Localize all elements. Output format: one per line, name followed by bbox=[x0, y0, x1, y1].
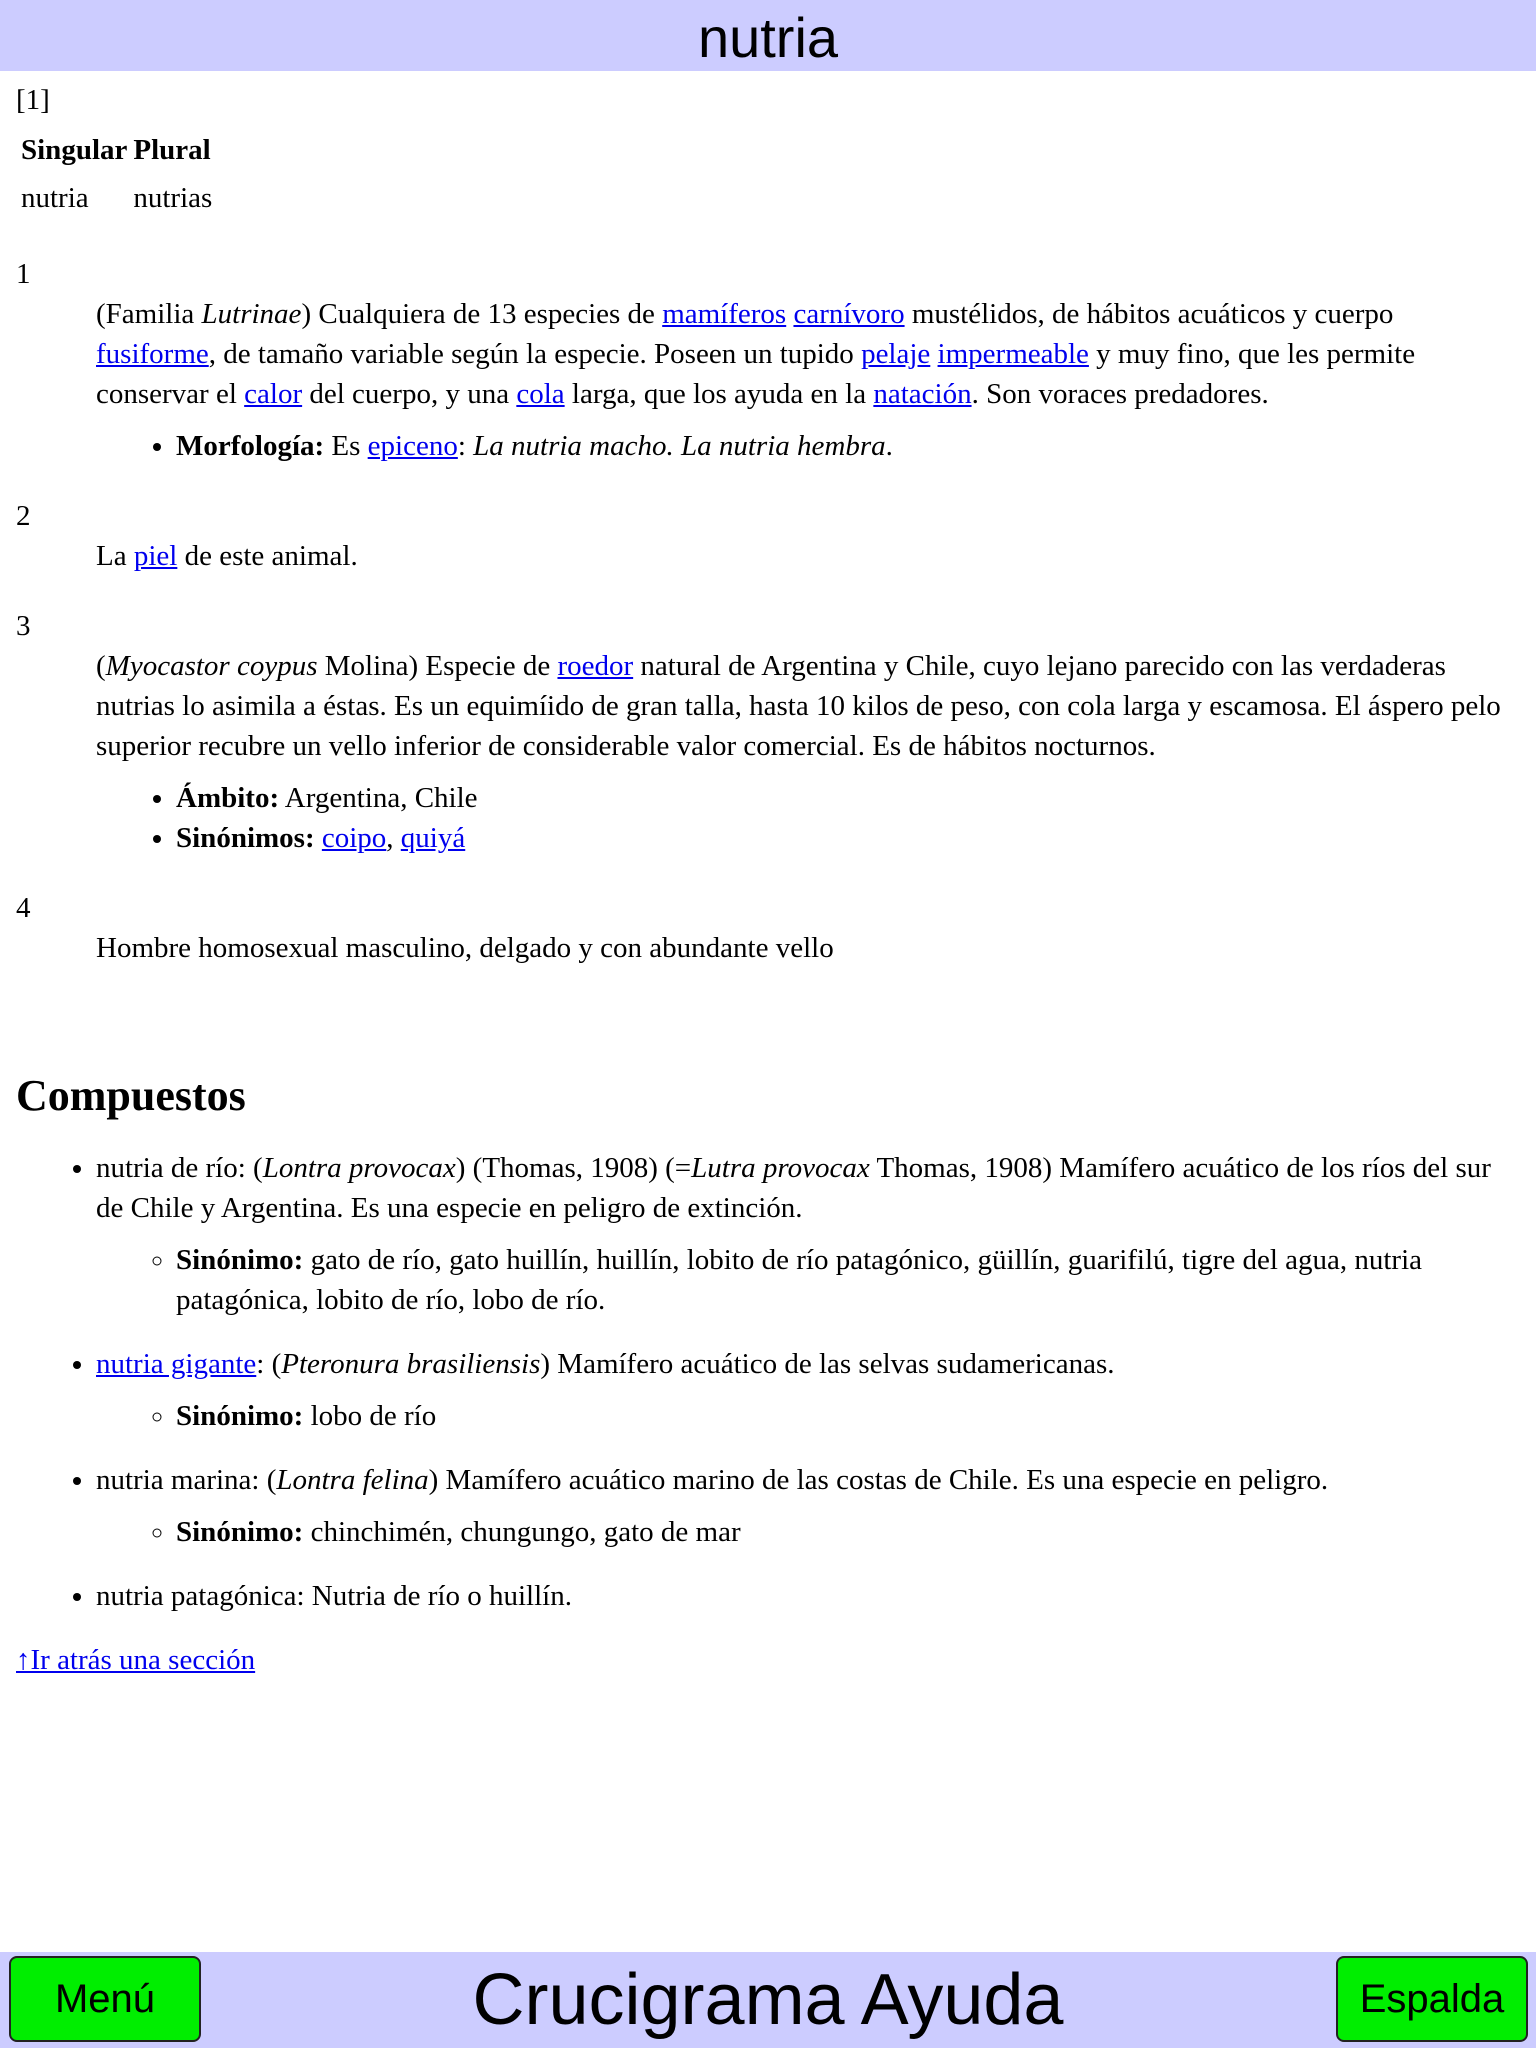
entry-content bbox=[16, 78, 1516, 1680]
text-run: y muy fino, que les permite conservar el bbox=[96, 338, 1416, 410]
term-link[interactable]: piel bbox=[133, 540, 178, 572]
definition-number: 2 bbox=[16, 500, 31, 532]
note-label: Sinónimo: bbox=[176, 1244, 304, 1276]
italic-text: Pteronura brasiliensis bbox=[281, 1348, 541, 1380]
text-run bbox=[930, 338, 937, 370]
italic-text: La nutria macho. La nutria hembra bbox=[473, 430, 886, 462]
definition-notes bbox=[16, 426, 1516, 466]
text-run: ( bbox=[96, 298, 106, 330]
note-label: Sinónimo: bbox=[176, 1400, 304, 1432]
note-label: Ámbito: bbox=[176, 782, 280, 814]
definition-body bbox=[96, 536, 1516, 576]
compounds-list bbox=[16, 1148, 1516, 1616]
text-run: ) (Thomas, 1908) (= bbox=[455, 1152, 692, 1184]
back-section-row bbox=[16, 1640, 1516, 1680]
text-run: Familia bbox=[105, 298, 202, 330]
inflection-singular: nutria bbox=[21, 182, 89, 214]
text-run: ) Mamífero acuático marino de las costas de Chile. Es una especie en peligro. bbox=[428, 1464, 1329, 1496]
definition-body bbox=[96, 928, 1516, 968]
definition-number: 3 bbox=[16, 610, 31, 642]
italic-text: Lutra provocax bbox=[691, 1152, 870, 1184]
page-title: nutria bbox=[697, 6, 839, 69]
text-run: ( bbox=[96, 650, 106, 682]
text-run: Thomas, 1908) Mamífero acuático de los ríos del sur de Chile y Argentina. Es una especie en peligro de extinción. bbox=[96, 1152, 1491, 1224]
inflection-header-singular: Singular bbox=[21, 134, 128, 166]
text-run: larga, que los ayuda en la bbox=[564, 378, 874, 410]
text-run: ) Mamífero acuático de las selvas sudamericanas. bbox=[540, 1348, 1115, 1380]
definitions-list bbox=[16, 254, 1516, 968]
note-item bbox=[176, 426, 1516, 466]
definition-number: 4 bbox=[16, 892, 31, 924]
term-link[interactable]: epiceno bbox=[367, 430, 458, 462]
term-link[interactable]: roedor bbox=[557, 650, 634, 682]
text-run: La bbox=[96, 540, 134, 572]
definition-body bbox=[96, 294, 1516, 466]
term-link[interactable]: coipo bbox=[321, 822, 387, 854]
term-link[interactable]: pelaje bbox=[861, 338, 931, 370]
term-link[interactable]: mamíferos bbox=[662, 298, 787, 330]
compound-text bbox=[96, 1464, 1328, 1496]
definition-text bbox=[96, 294, 1516, 414]
text-run: ) Cualquiera de 13 especies de bbox=[301, 298, 663, 330]
compound-notes bbox=[96, 1240, 1516, 1320]
menu-button[interactable]: Menú bbox=[9, 1956, 201, 2042]
compound-notes bbox=[96, 1512, 1516, 1552]
note-label: Sinónimo: bbox=[176, 1516, 304, 1548]
definition-item bbox=[16, 254, 1516, 466]
reference-note: [1] bbox=[16, 84, 50, 116]
compound-text bbox=[96, 1152, 1491, 1224]
inflection-header-plural: Plural bbox=[133, 134, 211, 166]
note-label: Morfología: bbox=[176, 430, 325, 462]
text-run: . Son voraces predadores. bbox=[971, 378, 1269, 410]
section-heading-compuestos: Compuestos bbox=[16, 1071, 246, 1120]
definition-item bbox=[16, 496, 1516, 576]
term-link[interactable]: nutria gigante bbox=[96, 1348, 257, 1380]
definition-notes bbox=[16, 778, 1516, 858]
compound-item bbox=[96, 1148, 1516, 1320]
page-title-bar bbox=[0, 0, 1536, 71]
text-run: : bbox=[457, 430, 474, 462]
definition-item bbox=[16, 606, 1516, 858]
note-label: Sinónimos: bbox=[176, 822, 315, 854]
text-run: : ( bbox=[256, 1348, 282, 1380]
inflection-table bbox=[15, 126, 218, 222]
bottom-bar bbox=[0, 1952, 1536, 2048]
definition-text bbox=[96, 536, 1516, 576]
site-title: Crucigrama Ayuda bbox=[472, 1960, 1064, 2040]
back-button[interactable]: Espalda bbox=[1336, 1956, 1528, 2042]
text-run: nutria marina: ( bbox=[96, 1464, 277, 1496]
text-run: lobo de río bbox=[303, 1400, 437, 1432]
compound-text bbox=[96, 1580, 572, 1612]
term-link[interactable]: fusiforme bbox=[96, 338, 209, 370]
definition-item bbox=[16, 888, 1516, 968]
note-item bbox=[176, 1240, 1516, 1320]
italic-text: Lutrinae bbox=[201, 298, 302, 330]
term-link[interactable]: carnívoro bbox=[793, 298, 905, 330]
italic-text: Myocastor coypus bbox=[105, 650, 318, 682]
compound-text bbox=[96, 1348, 1115, 1380]
term-link[interactable]: impermeable bbox=[937, 338, 1089, 370]
note-item bbox=[176, 778, 1516, 818]
text-run bbox=[315, 822, 322, 854]
text-run: chinchimén, chungungo, gato de mar bbox=[303, 1516, 741, 1548]
text-run: Hombre homosexual masculino, delgado y con abundante vello bbox=[96, 932, 834, 964]
term-link[interactable]: quiyá bbox=[400, 822, 466, 854]
definition-number: 1 bbox=[16, 258, 31, 290]
text-run: mustélidos, de hábitos acuáticos y cuerpo bbox=[904, 298, 1394, 330]
text-run: del cuerpo, y una bbox=[302, 378, 517, 410]
note-item bbox=[176, 818, 1516, 858]
definition-text bbox=[96, 928, 1516, 968]
compound-notes bbox=[96, 1396, 1516, 1436]
text-run: . bbox=[885, 430, 893, 462]
text-run: natural de Argentina y Chile, cuyo lejano parecido con las verdaderas nutrias lo asimila a éstas. Es un equimíido de gran talla, hasta 10 kilos de peso, con cola larga y escamosa. El áspero pelo superior recubre un vello inferior de considerable valor comercial. Es de hábitos nocturnos. bbox=[96, 650, 1501, 762]
term-link[interactable]: natación bbox=[873, 378, 972, 410]
text-run: Molina) Especie de bbox=[317, 650, 558, 682]
italic-text: Lontra provocax bbox=[262, 1152, 456, 1184]
italic-text: Lontra felina bbox=[276, 1464, 429, 1496]
definition-text bbox=[96, 646, 1516, 766]
text-run: de este animal. bbox=[177, 540, 358, 572]
text-run: gato de río, gato huillín, huillín, lobito de río patagónico, güillín, guarifilú, tigre del agua, nutria patagónica, lobito de río, lobo de río. bbox=[176, 1244, 1423, 1316]
text-run: Es bbox=[324, 430, 368, 462]
compound-item bbox=[96, 1460, 1516, 1552]
text-run: , de tamaño variable según la especie. Poseen un tupido bbox=[208, 338, 862, 370]
note-item bbox=[176, 1512, 1516, 1552]
text-run: , bbox=[386, 822, 401, 854]
term-link[interactable]: calor bbox=[244, 378, 303, 410]
inflection-plural: nutrias bbox=[133, 182, 213, 214]
note-item bbox=[176, 1396, 1516, 1436]
text-run: nutria patagónica: Nutria de río o huillín. bbox=[96, 1580, 572, 1612]
compound-item bbox=[96, 1344, 1516, 1436]
text-run: Argentina, Chile bbox=[279, 782, 478, 814]
text-run: nutria de río: ( bbox=[96, 1152, 263, 1184]
back-section-link[interactable]: ↑Ir atrás una sección bbox=[16, 1644, 256, 1676]
term-link[interactable]: cola bbox=[516, 378, 565, 410]
compound-item bbox=[96, 1576, 1516, 1616]
definition-body bbox=[96, 646, 1516, 858]
